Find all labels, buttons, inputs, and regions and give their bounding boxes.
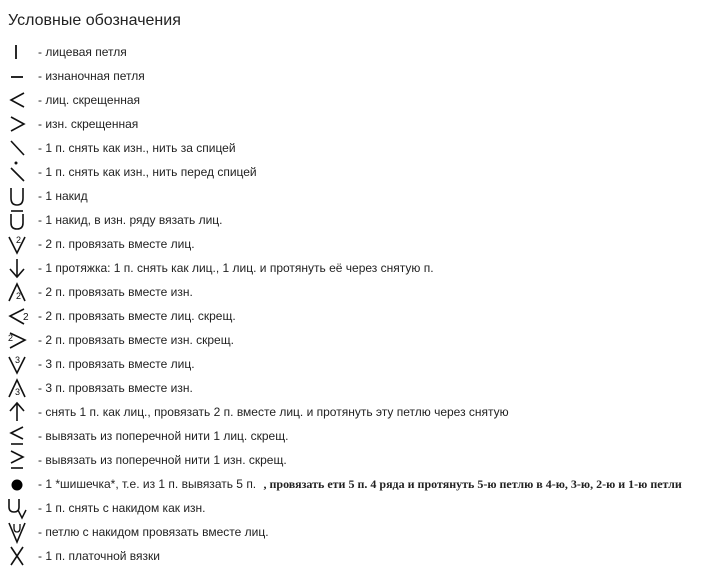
list-item [6,184,716,208]
list-item [6,544,716,568]
list-item [6,304,716,328]
legend-text: - 1 п. платочной вязки [38,549,160,563]
list-item [6,280,716,304]
legend-text: - вывязать из поперечной нити 1 лиц. скрещ. [38,429,289,443]
legend-text: - 1 п. снять как изн., нить перед спицей [38,165,257,179]
vertical-line-icon [6,40,36,64]
v-u-icon [6,520,36,544]
list-item [6,472,716,496]
list-item [6,376,716,400]
legend-text: - 1 п. снять как изн., нить за спицей [38,141,236,155]
legend-text: - лиц. скрещенная [38,93,141,107]
less-than-two-icon [6,304,36,328]
filled-dot-icon [6,472,36,496]
page-title: Условные обозначения [8,12,181,29]
v-two-icon [6,232,36,256]
list-item [6,160,716,184]
legend-text: - вывязать из поперечной нити 1 изн. скрещ. [38,453,287,467]
backslash-dot-icon [6,160,36,184]
caret-three-icon [6,376,36,400]
list-item [6,448,716,472]
legend-text: - изнаночная петля [38,69,145,83]
list-item [6,232,716,256]
list-item [6,40,716,64]
svg-text:2: 2 [16,291,22,301]
list-item [6,136,716,160]
legend-text: - 2 п. провязать вместе изн. [38,285,193,299]
legend-text: - 1 накид, в изн. ряду вязать лиц. [38,213,223,227]
greater-than-icon [6,112,36,136]
legend-text: - 3 п. провязать вместе лиц. [38,357,195,371]
greater-equal-icon [6,448,36,472]
list-item [6,496,716,520]
less-equal-icon [6,424,36,448]
list-item [6,400,716,424]
legend-text: - 2 п. провязать вместе лиц. скрещ. [38,309,236,323]
legend-text: - 1 накид [38,189,88,203]
legend-text: - снять 1 п. как лиц., провязать 2 п. вместе лиц. и протянуть эту петлю через снятую [38,405,509,419]
list-item [6,328,716,352]
less-than-icon [6,88,36,112]
svg-text:2: 2 [8,333,14,343]
list-item [6,256,716,280]
list-item [6,520,716,544]
backslash-icon [6,136,36,160]
legend-text: - 1 п. снять с накидом как изн. [38,501,206,515]
svg-text:2: 2 [23,312,29,323]
list-item [6,64,716,88]
legend-text: - 1 протяжка: 1 п. снять как лиц., 1 лиц. и протянуть её через снятую п. [38,261,434,275]
greater-than-two-icon [6,328,36,352]
cross-icon [6,544,36,568]
legend-text: - лицевая петля [38,45,127,59]
down-arrow-icon [6,256,36,280]
u-shape-bar-icon [6,208,36,232]
up-arrow-icon [6,400,36,424]
legend-text: - 3 п. провязать вместе изн. [38,381,193,395]
legend-text: - петлю с накидом провязать вместе лиц. [38,525,269,539]
u-v-icon [6,496,36,520]
v-three-icon [6,352,36,376]
list-item [6,112,716,136]
caret-two-icon [6,280,36,304]
svg-text:2: 2 [16,235,22,245]
list-item [6,88,716,112]
list-item [6,424,716,448]
legend-text: - изн. скрещенная [38,117,139,131]
svg-text:3: 3 [15,387,21,397]
legend-text-extra: , провязать ети 5 п. 4 ряда и протянуть 5-ю петлю в 4-ю, 3-ю, 2-ю и 1-ю петли [263,477,682,491]
svg-text:3: 3 [15,355,21,365]
legend-text: - 2 п. провязать вместе изн. скрещ. [38,333,234,347]
u-shape-icon [6,184,36,208]
list-item [6,208,716,232]
legend-list [6,40,716,568]
horizontal-line-icon [6,64,36,88]
list-item [6,352,716,376]
legend-text [38,477,682,492]
legend-text: - 2 п. провязать вместе лиц. [38,237,195,251]
legend-text-main: - 1 *шишечка*, т.е. из 1 п. вывязать 5 п. [38,477,260,491]
